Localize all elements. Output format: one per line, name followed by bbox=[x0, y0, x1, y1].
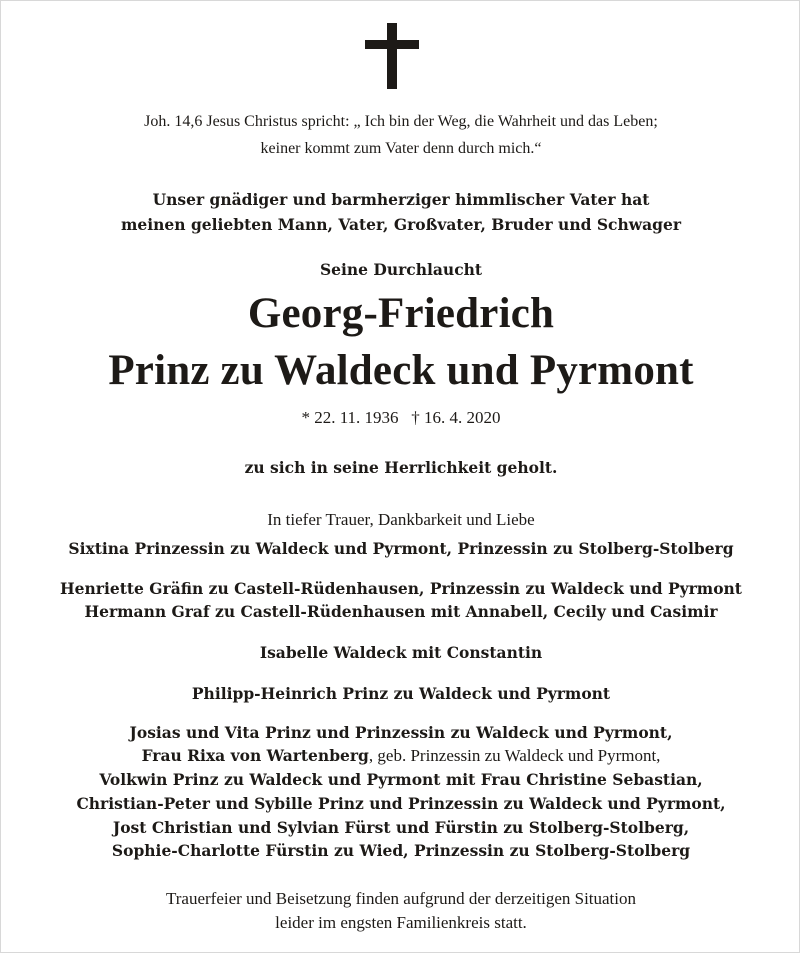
mourning-intro: In tiefer Trauer, Dankbarkeit und Liebe bbox=[267, 510, 535, 529]
called-home-line: zu sich in seine Herrlichkeit geholt. bbox=[244, 458, 558, 477]
intro-line-1: Unser gnädiger und barmherziger himmlischer Vater hat bbox=[152, 190, 650, 209]
sibling-line-2-name: Frau Rixa von Wartenberg bbox=[141, 746, 369, 765]
life-dates: * 22. 11. 1936 † 16. 4. 2020 bbox=[301, 408, 501, 427]
sibling-line-5: Jost Christian und Sylvian Fürst und Fürstin zu Stolberg-Stolberg, bbox=[112, 818, 690, 837]
mourner-family2: Isabelle Waldeck mit Constantin bbox=[259, 643, 543, 662]
title-prefix: Seine Durchlaucht bbox=[319, 260, 483, 279]
deceased-name-line-1: Georg-Friedrich bbox=[247, 290, 555, 337]
sibling-line-3: Volkwin Prinz zu Waldeck und Pyrmont mit Frau Christine Sebastian, bbox=[99, 770, 703, 789]
intro-line-2: meinen geliebten Mann, Vater, Großvater, Bruder und Schwager bbox=[121, 215, 681, 234]
sibling-line-4: Christian-Peter und Sybille Prinz und Prinzessin zu Waldeck und Pyrmont, bbox=[76, 794, 726, 813]
funeral-note-line-1: Trauerfeier und Beisetzung finden aufgrund der derzeitigen Situation bbox=[165, 889, 637, 908]
bible-verse-line-1: Joh. 14,6 Jesus Christus spricht: „ Ich bin der Weg, die Wahrheit und das Leben; bbox=[144, 113, 658, 130]
sibling-line-2-suffix: , geb. Prinzessin zu Waldeck und Pyrmont, bbox=[368, 746, 661, 765]
latin-cross-icon bbox=[365, 23, 419, 89]
sibling-line-6: Sophie-Charlotte Fürstin zu Wied, Prinzessin zu Stolberg-Stolberg bbox=[111, 841, 691, 860]
deceased-name-line-2: Prinz zu Waldeck und Pyrmont bbox=[108, 347, 694, 394]
funeral-note-line-2: leider im engsten Familienkreis statt. bbox=[275, 913, 527, 932]
mourner-family1-line-1: Henriette Gräfin zu Castell-Rüdenhausen, Prinzessin zu Waldeck und Pyrmont bbox=[60, 579, 742, 598]
mourner-family3: Philipp-Heinrich Prinz zu Waldeck und Pyrmont bbox=[191, 684, 611, 703]
sibling-line-1: Josias und Vita Prinz und Prinzessin zu Waldeck und Pyrmont, bbox=[129, 723, 673, 742]
bible-verse-line-2: keiner kommt zum Vater denn durch mich.“ bbox=[260, 140, 542, 157]
sibling-line-2 bbox=[1, 746, 800, 766]
mourner-family1-line-2: Hermann Graf zu Castell-Rüdenhausen mit Annabell, Cecily und Casimir bbox=[84, 602, 718, 621]
mourner-widow: Sixtina Prinzessin zu Waldeck und Pyrmont, Prinzessin zu Stolberg-Stolberg bbox=[68, 539, 734, 558]
